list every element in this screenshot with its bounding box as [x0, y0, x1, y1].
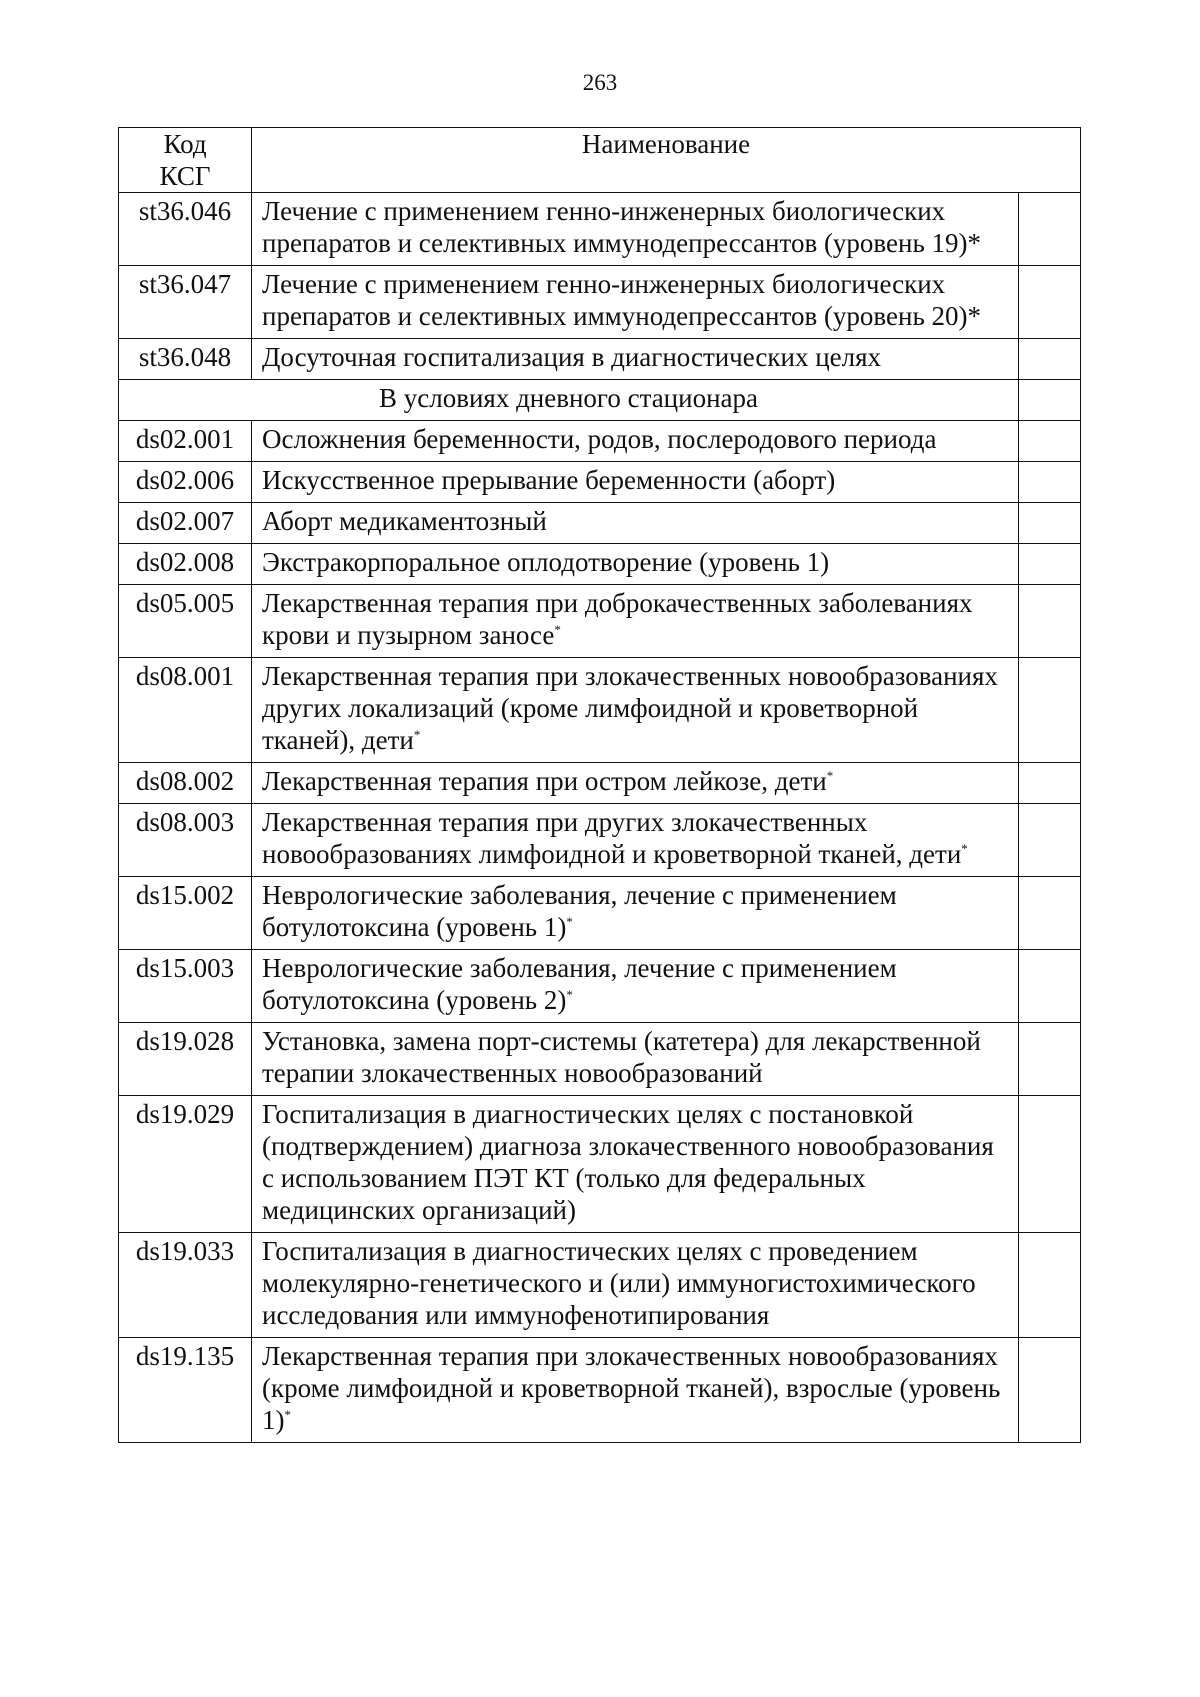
- ksg-name-cell: [252, 1233, 1019, 1338]
- table-cell-extra: [1019, 380, 1081, 421]
- ksg-code: ds05.005: [119, 585, 252, 658]
- ksg-name-cell: [252, 462, 1019, 503]
- column-header-code-line2: КСГ: [159, 161, 211, 191]
- ksg-name-cell: [252, 877, 1019, 950]
- table-cell-extra: [1019, 462, 1081, 503]
- ksg-name: Госпитализация в диагностических целях с постановкой (подтверждением) диагноза злокачественного новообразования с использованием ПЭТ КТ (только для федеральных медицинских организаций): [262, 1099, 994, 1225]
- ksg-name-cell: [252, 339, 1019, 380]
- ksg-name-cell: [252, 544, 1019, 585]
- table-cell-extra: [1019, 193, 1081, 266]
- table-cell-extra: [1019, 1023, 1081, 1096]
- ksg-code: ds02.006: [119, 462, 252, 503]
- column-header-code: [119, 128, 252, 193]
- table-cell-extra: [1019, 877, 1081, 950]
- table-row: [119, 544, 1081, 585]
- ksg-name-cell: [252, 266, 1019, 339]
- ksg-code: ds19.028: [119, 1023, 252, 1096]
- ksg-code: ds02.008: [119, 544, 252, 585]
- table-row: [119, 763, 1081, 804]
- table-row: [119, 950, 1081, 1023]
- ksg-name-cell: [252, 950, 1019, 1023]
- table-cell-extra: [1019, 804, 1081, 877]
- table-body-top: [119, 193, 1081, 380]
- ksg-code: ds08.002: [119, 763, 252, 804]
- ksg-name-cell: [252, 585, 1019, 658]
- column-header-name: Наименование: [252, 128, 1081, 193]
- ksg-name-cell: [252, 1338, 1019, 1443]
- ksg-name: Искусственное прерывание беременности (аборт): [262, 465, 836, 495]
- footnote-asterisk: *: [566, 987, 573, 1002]
- table-row: [119, 1023, 1081, 1096]
- ksg-name-cell: [252, 421, 1019, 462]
- ksg-code: ds19.033: [119, 1233, 252, 1338]
- table-row: [119, 658, 1081, 763]
- ksg-name-cell: [252, 763, 1019, 804]
- ksg-code: ds02.007: [119, 503, 252, 544]
- ksg-name: Аборт медикаментозный: [262, 506, 547, 536]
- ksg-name: Установка, замена порт-системы (катетера) для лекарственной терапии злокачественных новообразований: [262, 1026, 981, 1088]
- table-row: [119, 193, 1081, 266]
- ksg-name: Неврологические заболевания, лечение с применением ботулотоксина (уровень 1): [262, 880, 897, 942]
- table-cell-extra: [1019, 763, 1081, 804]
- ksg-code: ds19.029: [119, 1096, 252, 1233]
- ksg-name-cell: [252, 658, 1019, 763]
- ksg-name-cell: [252, 503, 1019, 544]
- ksg-code: ds08.001: [119, 658, 252, 763]
- footnote-asterisk: *: [826, 768, 834, 783]
- table-row: [119, 421, 1081, 462]
- table-row: [119, 462, 1081, 503]
- ksg-name-cell: [252, 1023, 1019, 1096]
- table-cell-extra: [1019, 950, 1081, 1023]
- ksg-code: ds19.135: [119, 1338, 252, 1443]
- table-row: [119, 1233, 1081, 1338]
- ksg-name: Лекарственная терапия при остром лейкозе, дети: [262, 766, 827, 796]
- footnote-asterisk: *: [566, 914, 573, 929]
- table-body-bottom: [119, 421, 1081, 1443]
- footnote-asterisk: *: [413, 727, 421, 742]
- ksg-code: ds15.003: [119, 950, 252, 1023]
- ksg-name: Лекарственная терапия при других злокачественных новообразованиях лимфоидной и кроветворной тканей, дети: [262, 807, 962, 869]
- table-row: [119, 804, 1081, 877]
- ksg-name: Экстракорпоральное оплодотворение (уровень 1): [262, 547, 830, 577]
- footnote-asterisk: *: [961, 841, 968, 856]
- table-header-row: [119, 128, 1081, 193]
- ksg-code: ds08.003: [119, 804, 252, 877]
- footnote-asterisk: *: [554, 622, 561, 637]
- ksg-name: Лекарственная терапия при злокачественных новообразованиях других локализаций (кроме лимфоидной и кроветворной тканей), дети: [262, 661, 998, 755]
- table-row: [119, 877, 1081, 950]
- footnote-asterisk: *: [284, 1407, 291, 1422]
- ksg-code: st36.047: [119, 266, 252, 339]
- table-cell-extra: [1019, 503, 1081, 544]
- ksg-name: Лечение с применением генно-инженерных биологических препаратов и селективных иммунодепрессантов (уровень 19)*: [262, 196, 982, 258]
- table-cell-extra: [1019, 658, 1081, 763]
- table-row: [119, 266, 1081, 339]
- page-number: 263: [582, 70, 618, 95]
- table-cell-extra: [1019, 544, 1081, 585]
- column-header-code-line1: Код: [163, 129, 207, 159]
- ksg-code: ds15.002: [119, 877, 252, 950]
- table-cell-extra: [1019, 1096, 1081, 1233]
- ksg-name: Лекарственная терапия при доброкачественных заболеваниях крови и пузырном заносе: [262, 588, 973, 650]
- ksg-name: Госпитализация в диагностических целях с проведением молекулярно-генетического и (или) иммуногистохимического исследования или иммунофенотипирования: [262, 1236, 976, 1330]
- ksg-name: Осложнения беременности, родов, послеродового периода: [262, 424, 937, 454]
- ksg-code: st36.046: [119, 193, 252, 266]
- ksg-name-cell: [252, 193, 1019, 266]
- table-cell-extra: [1019, 339, 1081, 380]
- table-cell-extra: [1019, 266, 1081, 339]
- section-title: В условиях дневного стационара: [119, 380, 1019, 421]
- ksg-name: Неврологические заболевания, лечение с применением ботулотоксина (уровень 2): [262, 953, 897, 1015]
- table-row: [119, 339, 1081, 380]
- section-row: [119, 380, 1081, 421]
- ksg-code: st36.048: [119, 339, 252, 380]
- ksg-name: Лекарственная терапия при злокачественных новообразованиях (кроме лимфоидной и кроветворной тканей), взрослые (уровень 1): [262, 1341, 1001, 1435]
- table-cell-extra: [1019, 585, 1081, 658]
- ksg-name-cell: [252, 1096, 1019, 1233]
- table-cell-extra: [1019, 1338, 1081, 1443]
- table-cell-extra: [1019, 421, 1081, 462]
- ksg-code: ds02.001: [119, 421, 252, 462]
- table-cell-extra: [1019, 1233, 1081, 1338]
- table-row: [119, 503, 1081, 544]
- table-row: [119, 1338, 1081, 1443]
- ksg-name: Досуточная госпитализация в диагностических целях: [262, 342, 882, 372]
- table-row: [119, 1096, 1081, 1233]
- ksg-table: [118, 127, 1081, 1443]
- ksg-name-cell: [252, 804, 1019, 877]
- table-row: [119, 585, 1081, 658]
- ksg-name: Лечение с применением генно-инженерных биологических препаратов и селективных иммунодепрессантов (уровень 20)*: [262, 269, 982, 331]
